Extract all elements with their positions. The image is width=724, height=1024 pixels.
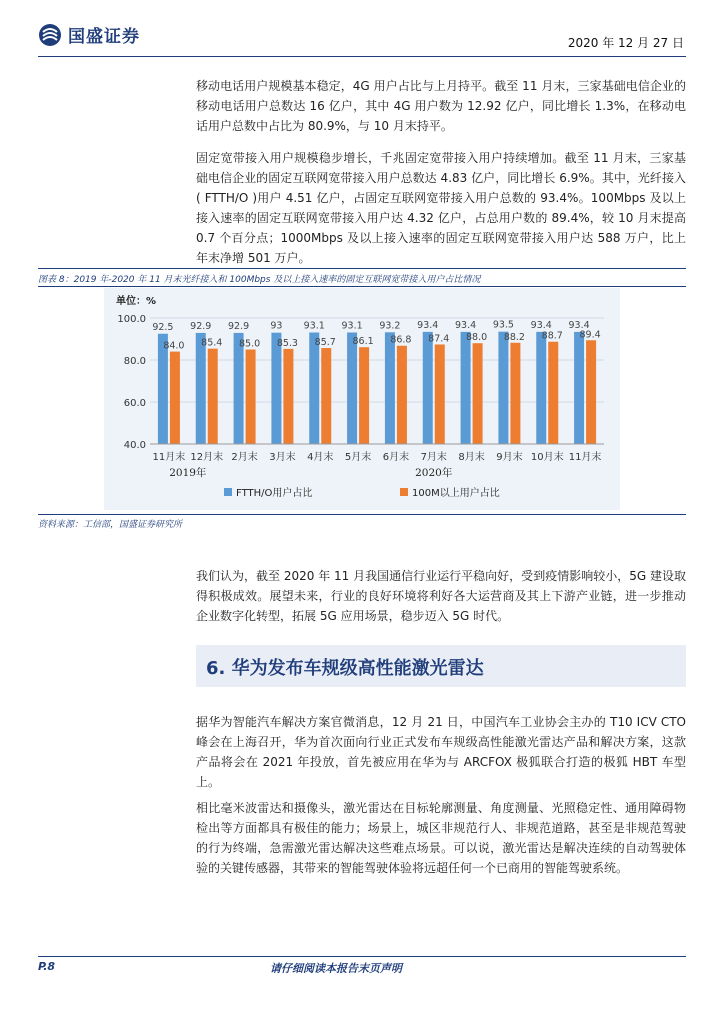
bar-100m [208,349,218,444]
data-label-100m: 86.8 [390,334,412,346]
data-label-100m: 86.1 [352,336,374,348]
data-label-100m: 88.0 [466,332,488,344]
legend-label: 100M以上用户占比 [412,488,500,499]
bar-ftth [423,332,433,444]
data-label-100m: 84.0 [163,340,185,352]
data-label-ftth: 92.9 [228,320,250,332]
bar-ftth [574,332,584,444]
x-tick-label: 7月末 [420,452,447,463]
y-tick-label: 100.0 [117,314,146,325]
data-label-ftth: 93.1 [303,320,325,332]
data-label-100m: 85.4 [201,337,223,349]
bar-100m [473,343,483,444]
brand-name: 国盛证券 [68,27,140,47]
data-label-ftth: 93.4 [417,319,439,331]
data-label-ftth: 93 [270,320,283,332]
bar-ftth [309,332,319,444]
bar-100m [548,342,558,444]
x-tick-label: 6月末 [382,452,410,463]
paragraph-lidar-advantages: 相比毫米波雷达和摄像头，激光雷达在目标轮廓测量、角度测量、光照稳定性、通用障碍物检出等方面都具有极佳的能力；场景上，城区非规范行人、非规范道路，甚至是非规范驾驶的行为终端，急需激光雷达解决这些难点场景。可以说，激光雷达是解决连续的自动驾驶体验的关键传感器，其带来的智能驾驶体验将远超任何一个已商用的智能驾驶系统。 [196,801,686,875]
data-label-ftth: 93.4 [530,319,552,331]
x-tick-label: 4月末 [307,452,334,463]
data-label-ftth: 92.5 [152,321,174,333]
brand-logo [38,22,140,47]
x-tick-label: 9月末 [496,452,523,463]
bar-ftth [196,333,206,444]
legend-swatch [224,488,232,496]
bar-100m [170,352,180,444]
page-number: P.8 [38,960,56,973]
year-label: 2020年 [415,467,453,479]
x-tick-label: 2月末 [231,452,258,463]
paragraph-broadband-users: 固定宽带接入用户规模稳步增长，千兆固定宽带接入用户持续增加。截至 11 月末，三家基础电信企业的固定互联网宽带接入用户总数达 4.83 亿户，同比增长 6.9%。其中，光纤接入( FTTH/O )用户 4.51 亿户，占固定互联网宽带接入用户总数的 93.4%。100Mbps 及以上接入速率的固定互联网宽带接入用户达 4.32 亿户，占总用户数的 89.4%，较 10 月末提高 0.7 个百分点；1000Mbps 及以上接入速率的固定互联网宽带接入用户达 588 万户，比上年末净增 501 万户。 [196,151,686,265]
data-label-100m: 85.3 [276,337,298,349]
y-tick-label: 80.0 [123,356,146,367]
bar-100m [586,340,596,444]
data-label-ftth: 93.4 [455,319,477,331]
bar-ftth [536,332,546,444]
bar-100m [397,346,407,444]
figure-caption-divider [38,286,686,287]
x-tick-label: 11月末 [568,452,602,463]
bar-100m [359,347,369,444]
disclaimer-note: 请仔细阅读本报告末页声明 [270,962,402,975]
x-tick-label: 3月末 [269,452,296,463]
paragraph-outlook: 我们认为，截至 2020 年 11 月我国通信行业运行平稳向好，受到疫情影响较小，5G 建设取得积极成效。展望未来，行业的良好环境将利好各大运营商及其上下游产业链，进一步推动企业数字化转型，拓展 5G 应用场景，稳步迈入 5G 时代。 [196,569,686,623]
bar-ftth [461,332,471,444]
bar-ftth [385,332,395,444]
chart-container [104,288,620,510]
report-date: 2020 年 12 月 27 日 [567,36,684,50]
data-label-100m: 88.2 [503,331,525,343]
paragraph-huawei-lidar: 据华为智能汽车解决方案官微消息，12 月 21 日，中国汽车工业协会主办的 T10 ICV CTO 峰会在上海召开，华为首次面向行业正式发布车规级高性能激光雷达产品和解决方案，这款产品将会在 2021 年投放，首先被应用在华为与 ARCFOX 极狐联合打造的极狐 HBT 车型上。 [196,715,686,789]
data-label-100m: 88.7 [541,330,563,342]
figure-top-divider [38,268,686,269]
section-title: 6. 华为发布车规级高性能激光雷达 [206,658,484,679]
bar-100m [510,343,520,444]
figure-caption: 图表 8：2019 年-2020 年 11 月末光纤接入和 100Mbps 及以上接入速率的固定互联网宽带接入用户占比情况 [38,275,481,285]
data-label-ftth: 93.2 [379,320,401,332]
data-label-ftth: 93.1 [341,320,363,332]
legend-swatch [400,488,408,496]
x-tick-label: 5月末 [344,452,372,463]
paragraph-mobile-users: 移动电话用户规模基本稳定，4G 用户占比与上月持平。截至 11 月末，三家基础电信企业的移动电话用户总数达 16 亿户，其中 4G 用户数为 12.92 亿户，同比增长 1.3%，在移动电话用户总数中占比为 80.9%，与 10 月末持平。 [196,79,686,133]
bar-100m [435,344,445,444]
brand-logo-icon [38,23,62,47]
bar-100m [246,350,256,445]
bar-100m [321,348,331,444]
data-label-100m: 85.0 [239,338,261,350]
data-label-100m: 85.7 [314,337,336,349]
bar-ftth [234,333,244,444]
data-label-ftth: 93.5 [492,319,514,331]
bar-ftth [498,332,508,444]
bar-100m [283,349,293,444]
y-tick-label: 60.0 [123,398,146,409]
figure-bottom-divider [38,514,686,515]
x-tick-label: 11月末 [152,452,186,463]
legend-label: FTTH/O用户占比 [236,488,313,499]
bar-ftth [271,333,281,444]
year-label: 2019年 [169,467,207,479]
chart-unit-label: 单位：% [116,296,157,307]
x-tick-label: 12月末 [190,452,224,463]
section-heading [196,645,686,687]
data-label-100m: 89.4 [579,329,601,341]
bar-ftth [347,332,357,444]
broadband-share-chart [104,288,620,510]
data-label-ftth: 93.4 [568,319,590,331]
x-tick-label: 10月末 [530,452,564,463]
data-label-100m: 87.4 [428,333,450,345]
figure-source: 资料来源：工信部，国盛证券研究所 [38,520,183,530]
header-divider [38,56,686,57]
y-tick-label: 40.0 [123,440,146,451]
data-label-ftth: 92.9 [190,320,212,332]
footer-divider [38,956,686,957]
x-tick-label: 8月末 [458,452,485,463]
